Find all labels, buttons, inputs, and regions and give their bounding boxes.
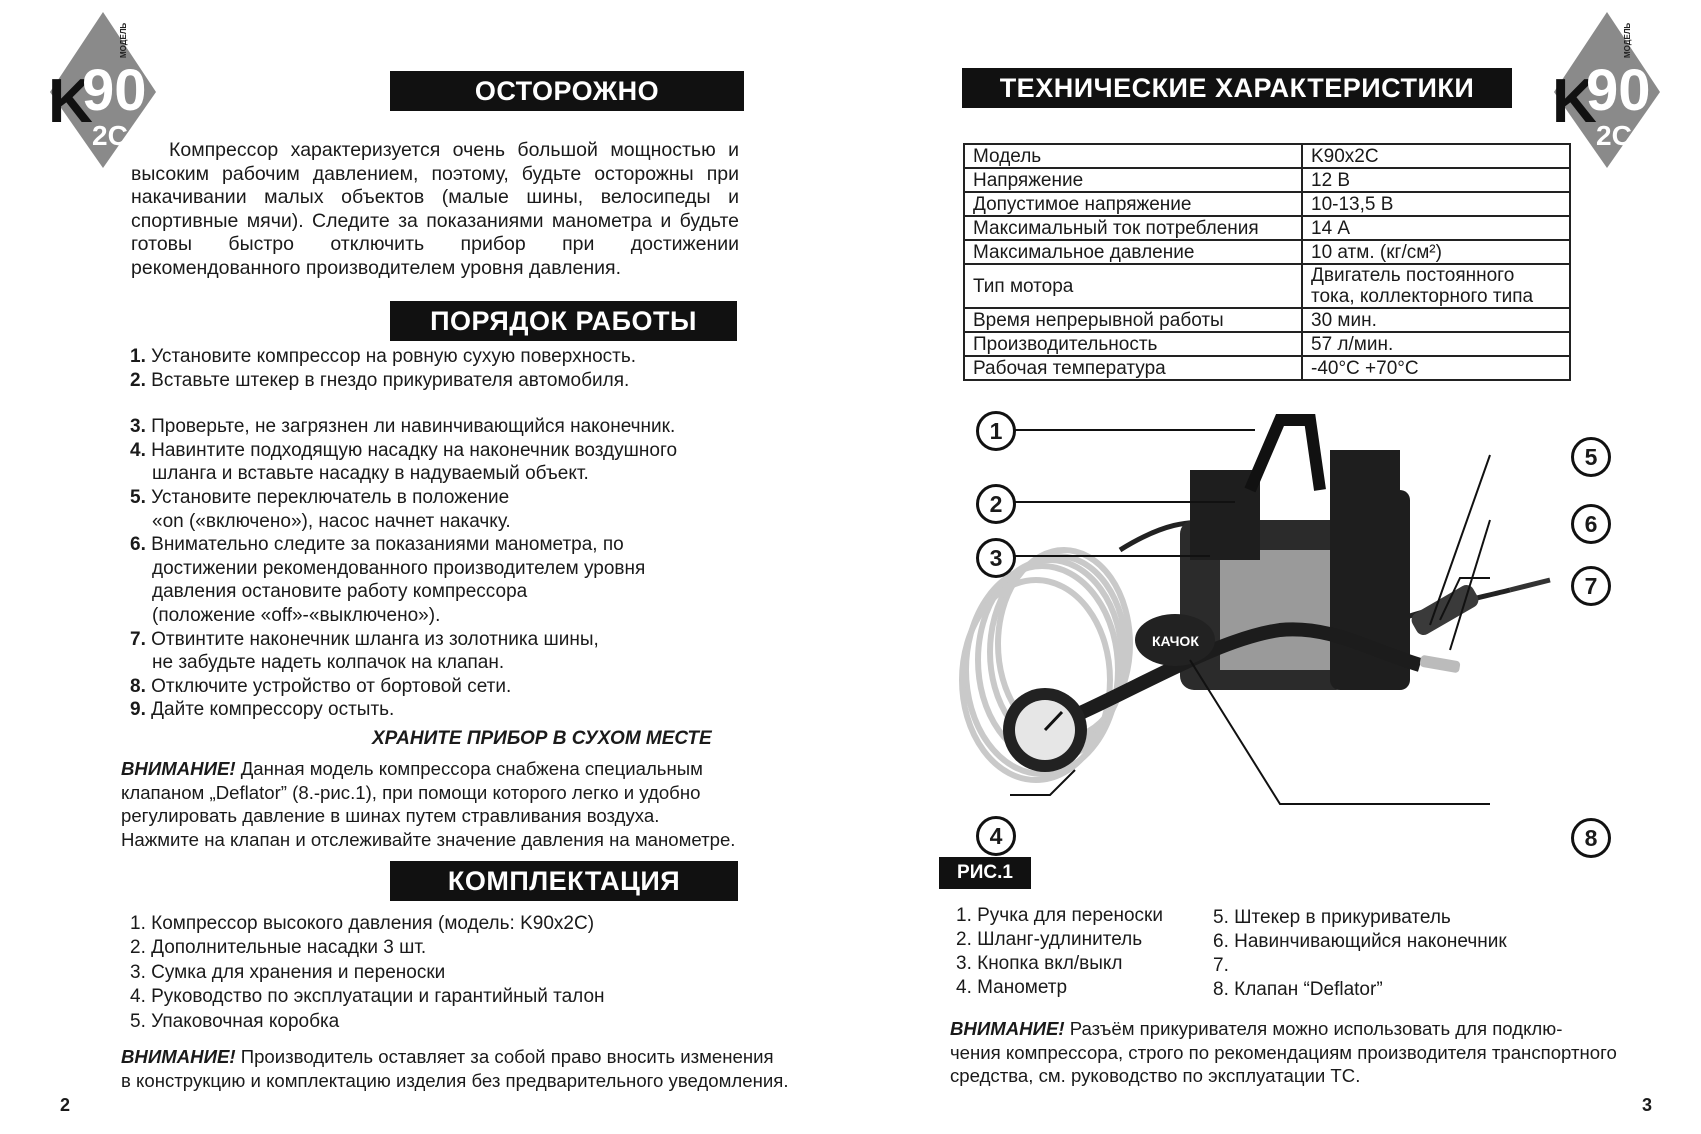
manufacturer-warning: ВНИМАНИЕ! Производитель оставляет за собой право вносить изменения в конструкцию и комплектацию изделия без предварительного уведомления.	[121, 1046, 789, 1091]
spec-row: Тип мотора Двигатель постоянного тока, коллекторного типа	[964, 264, 1570, 308]
step-6-cont-1: достижении рекомендованного производителем уровня	[152, 557, 646, 579]
step-4-cont: шланга и вставьте насадку в надуваемый объект.	[152, 463, 589, 485]
spec-row: Максимальный ток потребления 14 А	[964, 216, 1570, 240]
logo-number: 90	[1586, 58, 1651, 123]
store-dry-note: ХРАНИТЕ ПРИБОР В СУХОМ МЕСТЕ	[372, 728, 712, 749]
legend-item: 7.	[1213, 955, 1229, 976]
caution-text: Компрессор характеризуется очень большой мощностью и высоким рабочим давлением, поэтому, будьте осторожны при накачивании малых объектов (малые шины, велосипеды и спортивные мячи). Следите за показаниями манометра и будьте готовы быстро отключить прибор при достижении рекомендованного производителем уровня давления.	[131, 139, 739, 279]
logo-suffix: 2C	[92, 120, 128, 151]
callout-3: 3	[976, 538, 1016, 578]
legend-item: 2. Шланг-удлинитель	[956, 929, 1143, 950]
legend-item: 3. Кнопка вкл/выкл	[956, 953, 1123, 974]
package-heading: КОМПЛЕКТАЦИЯ	[390, 861, 738, 901]
brand-label: КАЧОК	[1152, 633, 1199, 649]
step-2: 2. Вставьте штекер в гнездо прикуривателя автомобиля.	[130, 369, 630, 391]
package-item: 4. Руководство по эксплуатации и гарантийный талон	[130, 986, 605, 1008]
step-5-cont: «on («включено»), насос начнет накачку.	[152, 510, 511, 532]
legend-item: 8. Клапан “Deflator”	[1213, 979, 1383, 1000]
spec-row: Время непрерывной работы 30 мин.	[964, 308, 1570, 332]
package-item: 3. Сумка для хранения и переноски	[130, 961, 446, 983]
logo-model-label: МОДЕЛЬ	[119, 22, 128, 58]
callout-4: 4	[976, 816, 1016, 856]
caution-heading: ОСТОРОЖНО	[390, 71, 744, 111]
legend-item: 5. Штекер в прикуриватель	[1213, 907, 1451, 928]
figure-legend-left	[956, 904, 1163, 1000]
legend-item: 4. Манометр	[956, 977, 1068, 998]
step-1: 1. Установите компрессор на ровную сухую поверхность.	[130, 346, 637, 367]
specs-heading: ТЕХНИЧЕСКИЕ ХАРАКТЕРИСТИКИ	[962, 68, 1512, 108]
socket-warning: ВНИМАНИЕ! Разъём прикуривателя можно использовать для подклю- чения компрессора, строго по рекомендациям производителя транспортного средства, см. руководство по эксплуатации ТС.	[950, 1018, 1617, 1086]
callout-6: 6	[1571, 504, 1611, 544]
spec-row: Напряжение 12 В	[964, 168, 1570, 192]
callout-8: 8	[1571, 818, 1611, 858]
logo-letter: K	[1552, 67, 1597, 136]
legend-item: 1. Ручка для переноски	[956, 905, 1163, 926]
deflator-warning: ВНИМАНИЕ! Данная модель компрессора снабжена специальным клапаном „Deflator” (8.-рис.1), при помощи которого легко и удобно регулировать давление в шинах путем стравливания воздуха. Нажмите на клапан и отслеживайте значение давления на манометре.	[121, 758, 736, 850]
step-9: 9. Дайте компрессору остыть.	[130, 699, 395, 721]
package-item: 1. Компрессор высокого давления (модель: K90x2C)	[130, 913, 595, 934]
spec-row: Рабочая температура -40°С +70°С	[964, 356, 1570, 380]
operation-steps	[130, 345, 677, 722]
logo-suffix: 2C	[1596, 120, 1632, 151]
package-item: 5. Упаковочная коробка	[130, 1010, 340, 1032]
figure-label: РИС.1	[939, 857, 1031, 889]
step-3: 3. Проверьте, не загрязнен ли навинчивающийся наконечник.	[130, 416, 676, 438]
callout-2: 2	[976, 484, 1016, 524]
page-number-right: 3	[1642, 1095, 1653, 1115]
step-6-cont-2: давления остановите работу компрессора	[152, 581, 528, 603]
page-number-left: 2	[60, 1095, 71, 1115]
spec-row: Максимальное давление 10 атм. (кг/см²)	[964, 240, 1570, 264]
callout-7: 7	[1571, 566, 1611, 606]
package-items	[130, 912, 605, 1034]
callout-1: 1	[976, 411, 1016, 451]
step-5: 5. Установите переключатель в положение	[130, 486, 510, 508]
logo-letter: K	[48, 67, 93, 136]
step-8: 8. Отключите устройство от бортовой сети.	[130, 675, 512, 697]
spec-row: Допустимое напряжение 10-13,5 В	[964, 192, 1570, 216]
spec-row: Модель K90x2C	[964, 144, 1570, 168]
operation-heading: ПОРЯДОК РАБОТЫ	[390, 301, 737, 341]
step-7-cont: не забудьте надеть колпачок на клапан.	[152, 652, 505, 674]
legend-item: 6. Навинчивающийся наконечник	[1213, 931, 1507, 952]
logo-model-label: МОДЕЛЬ	[1623, 22, 1632, 58]
figure-legend-right	[1213, 906, 1507, 1002]
step-4: 4. Навинтите подходящую насадку на наконечник воздушного	[130, 439, 678, 461]
step-7: 7. Отвинтите наконечник шланга из золотника шины,	[130, 628, 599, 650]
compressor-illustration	[950, 400, 1590, 860]
package-item: 2. Дополнительные насадки 3 шт.	[130, 937, 427, 959]
logo-number: 90	[82, 58, 147, 123]
spec-row: Производительность 57 л/мин.	[964, 332, 1570, 356]
step-6-cont-3: (положение «off»-«выключено»).	[152, 604, 441, 626]
callout-5: 5	[1571, 437, 1611, 477]
specs-table	[963, 143, 1571, 381]
step-6: 6. Внимательно следите за показаниями манометра, по	[130, 534, 624, 556]
